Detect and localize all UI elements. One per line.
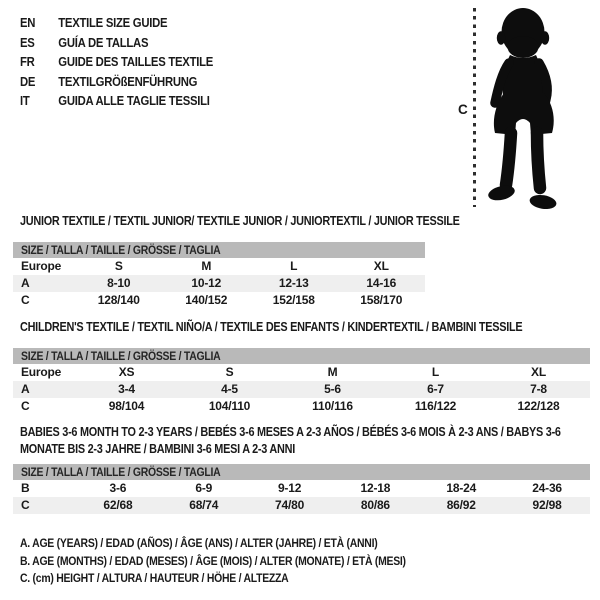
table-row	[13, 258, 425, 275]
table-cell: 18-24	[446, 481, 477, 495]
language-row	[20, 52, 242, 72]
language-title: TEXTILE SIZE GUIDE	[58, 15, 168, 30]
table-cell: 98/104	[108, 399, 145, 413]
table-cell: L	[290, 259, 298, 273]
language-row	[20, 72, 242, 92]
table-cell: 3-6	[109, 481, 127, 495]
table-cell: 74/80	[275, 498, 305, 512]
table-cell: 140/152	[185, 293, 228, 307]
table-cell: 12-18	[360, 481, 391, 495]
table-row	[13, 292, 425, 309]
language-code: FR	[20, 54, 35, 69]
table-cell: XS	[118, 365, 135, 379]
table-row	[13, 364, 590, 381]
table-row	[13, 480, 590, 497]
table-cell: 80/86	[360, 498, 390, 512]
table-row	[13, 497, 590, 514]
table-cell: S	[114, 259, 123, 273]
table-cell: C	[21, 293, 30, 307]
language-row	[20, 33, 242, 53]
footnote-c: C. (cm) HEIGHT / ALTURA / HAUTEUR / HÖHE / ALTEZZA	[20, 571, 289, 585]
table-cell: 4-5	[221, 382, 238, 396]
table-cell: Europe	[21, 365, 62, 379]
table-cell: S	[225, 365, 234, 379]
children-table-title: CHILDREN'S TEXTILE / TEXTIL NIÑO/A / TEXTILE DES ENFANTS / KINDERTEXTIL / BAMBINI TESSILE	[20, 320, 523, 334]
table-cell: 8-10	[107, 276, 131, 290]
language-row	[20, 13, 242, 33]
table-row	[13, 398, 590, 415]
language-row	[20, 91, 242, 111]
language-code: EN	[20, 15, 36, 30]
table-cell: 68/74	[189, 498, 219, 512]
junior-size-table	[13, 242, 425, 309]
table-cell: 158/170	[360, 293, 403, 307]
junior-table-title: JUNIOR TEXTILE / TEXTIL JUNIOR/ TEXTILE JUNIOR / JUNIORTEXTIL / JUNIOR TESSILE	[20, 214, 460, 228]
table-cell: A	[21, 276, 30, 290]
footnote-b: B. AGE (MONTHS) / EDAD (MESES) / ÂGE (MOIS) / ALTER (MONATE) / ETÀ (MESI)	[20, 553, 406, 568]
table-cell: XL	[531, 365, 546, 379]
table-cell: 92/98	[532, 498, 562, 512]
babies-table-title: BABIES 3-6 MONTH TO 2-3 YEARS / BEBÉS 3-6 MESES A 2-3 AÑOS / BÉBÉS 3-6 MOIS À 2-3 ANS / BABYS 3-6 MONATE BIS 2-3 JAHRE / BAMBINI 3-6 MESI A 2-3 ANNI	[20, 425, 561, 456]
table-cell: 110/116	[312, 399, 353, 413]
table-cell: A	[21, 382, 30, 396]
table-cell: 3-4	[118, 382, 135, 396]
footnotes	[20, 535, 463, 588]
table-cell: 14-16	[366, 276, 397, 290]
table-cell: 116/122	[414, 399, 457, 413]
table-cell: M	[327, 365, 338, 379]
table-cell: Europe	[21, 259, 62, 273]
children-size-table	[13, 348, 590, 415]
language-code: ES	[20, 34, 35, 50]
size-header-bar: SIZE / TALLA / TAILLE / GRÖSSE / TAGLIA	[13, 242, 425, 258]
language-code: DE	[20, 73, 36, 89]
language-title: TEXTILGRÖßENFÜHRUNG	[58, 73, 198, 89]
table-cell: 128/140	[97, 293, 140, 307]
baby-silhouette-icon	[482, 4, 570, 212]
table-cell: 122/128	[517, 399, 560, 413]
table-cell: 6-7	[427, 382, 444, 396]
table-cell: 7-8	[530, 382, 547, 396]
table-cell: C	[21, 399, 30, 413]
table-cell: C	[21, 498, 30, 512]
table-row	[13, 381, 590, 398]
table-cell: 152/158	[272, 293, 315, 307]
table-cell: B	[21, 481, 30, 495]
table-cell: L	[431, 365, 440, 379]
height-measure-label: C	[458, 102, 468, 117]
language-code: IT	[20, 93, 30, 108]
babies-size-table	[13, 464, 590, 514]
size-header-bar: SIZE / TALLA / TAILLE / GRÖSSE / TAGLIA	[13, 464, 590, 480]
language-title: GUIDA ALLE TAGLIE TESSILI	[58, 93, 210, 108]
table-cell: 10-12	[191, 276, 222, 290]
table-cell: 9-12	[277, 481, 302, 495]
height-measure-dotted-line	[473, 8, 476, 207]
footnote-a: A. AGE (YEARS) / EDAD (AÑOS) / ÂGE (ANS) / ALTER (JAHRE) / ETÀ (ANNI)	[20, 536, 378, 550]
table-cell: 86/92	[446, 498, 476, 512]
language-title-block	[20, 13, 242, 111]
table-cell: M	[201, 259, 212, 273]
language-title: GUIDE DES TAILLES TEXTILE	[58, 54, 214, 69]
table-cell: 24-36	[532, 481, 562, 495]
table-cell: 12-13	[278, 276, 309, 290]
table-cell: 5-6	[324, 382, 341, 396]
language-title: GUÍA DE TALLAS	[58, 34, 149, 50]
table-cell: 62/68	[103, 498, 133, 512]
table-cell: XL	[373, 259, 389, 273]
table-row	[13, 275, 425, 292]
size-header-bar: SIZE / TALLA / TAILLE / GRÖSSE / TAGLIA	[13, 348, 590, 364]
table-cell: 104/110	[208, 399, 251, 413]
table-cell: 6-9	[195, 481, 213, 495]
